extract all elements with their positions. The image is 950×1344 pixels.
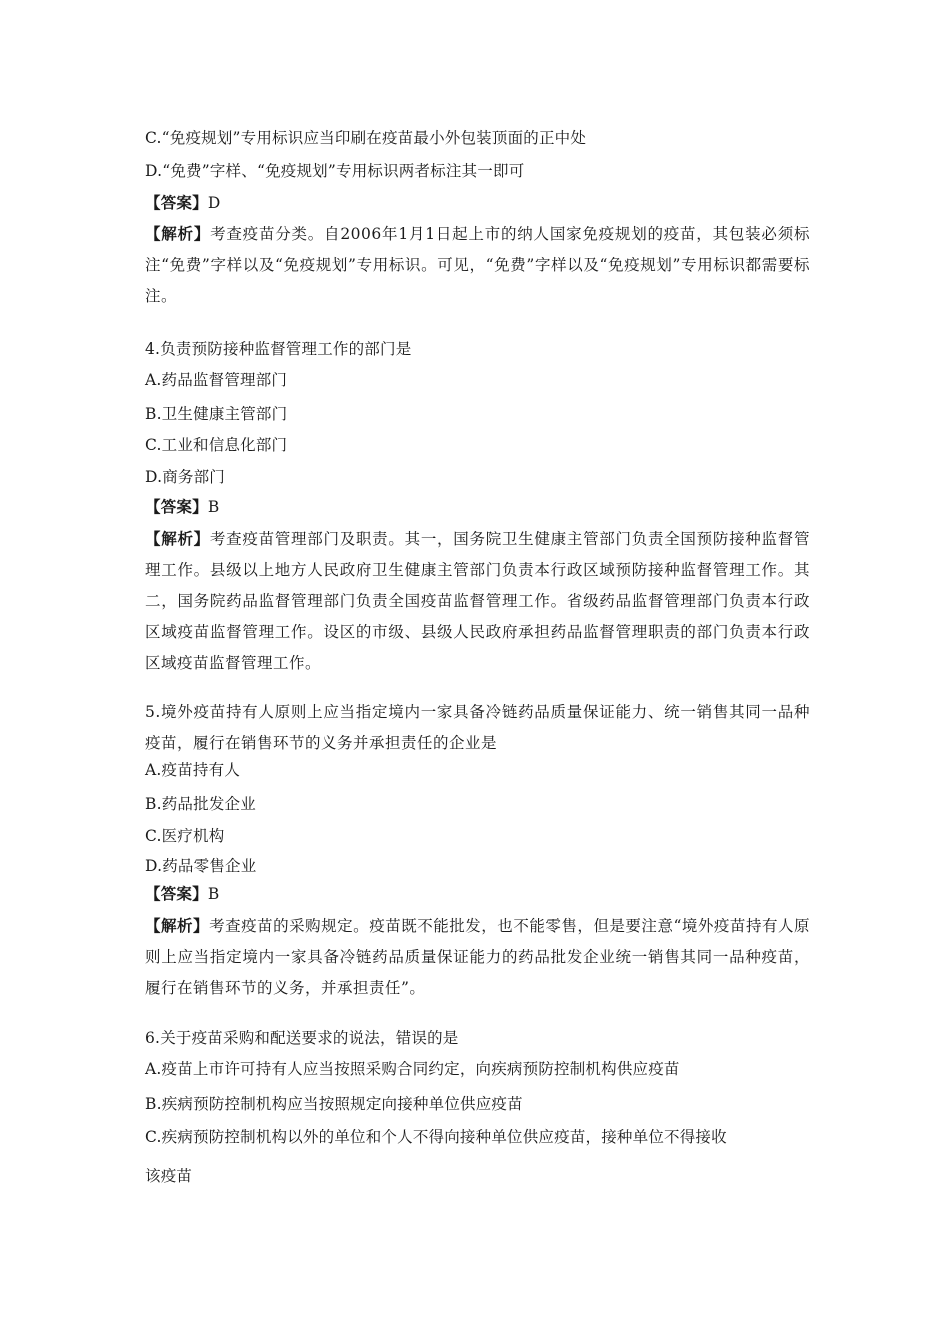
answer-value: B: [207, 885, 220, 903]
answer-tag: 【答案】: [145, 497, 208, 516]
analysis-tag: 【解析】: [145, 529, 210, 548]
q4-option-a: A.药品监督管理部门: [145, 371, 288, 389]
q5-option-a: A.疫苗持有人: [145, 761, 241, 779]
q4-answer: [145, 497, 815, 517]
q6-stem: 6.关于疫苗采购和配送要求的说法，错误的是: [145, 1029, 459, 1047]
q3-answer: [145, 193, 815, 213]
answer-value: B: [207, 498, 220, 516]
q3-option-d: D.“免费”字样、“免疫规划”专用标识两者标注其一即可: [145, 162, 525, 180]
answer-tag: 【答案】: [145, 884, 208, 903]
q5-option-b: B.药品批发企业: [145, 795, 256, 813]
analysis-text: 考查疫苗管理部门及职责。其一，国务院卫生健康主管部门负责全国预防接种监督管理工作。县级以上地方人民政府卫生健康主管部门负责本行政区域预防接种监督管理工作。其二，国务院药品监督管理部门负责全国疫苗监督管理工作。省级药品监督管理部门负责本行政区域疫苗监督管理工作。设区的市级、县级人民政府承担药品监督管理职责的部门负责本行政区域疫苗监督管理工作。: [145, 530, 810, 672]
q5-stem: 5.境外疫苗持有人原则上应当指定境内一家具备冷链药品质量保证能力、统一销售其同一品种疫苗，履行在销售环节的义务并承担责任的企业是: [145, 703, 810, 752]
q6-option-a: A.疫苗上市许可持有人应当按照采购合同约定，向疾病预防控制机构供应疫苗: [145, 1060, 680, 1078]
analysis-text: 考查疫苗的采购规定。疫苗既不能批发，也不能零售，但是要注意“境外疫苗持有人原则上应当指定境内一家具备冷链药品质量保证能力的药品批发企业统一销售其同一品种疫苗，履行在销售环节的义务，并承担责任”。: [145, 917, 810, 997]
q5-analysis: [145, 910, 810, 1004]
q3-option-c: C.“免疫规划”专用标识应当印刷在疫苗最小外包装顶面的正中处: [145, 129, 587, 147]
q4-analysis: [145, 523, 810, 679]
q6-option-c-line2: 该疫苗: [145, 1167, 193, 1185]
answer-value: D: [207, 194, 221, 212]
q5-option-c: C.医疗机构: [145, 827, 225, 845]
analysis-tag: 【解析】: [145, 916, 210, 935]
q4-stem: 4.负责预防接种监督管理工作的部门是: [145, 340, 412, 358]
analysis-tag: 【解析】: [145, 224, 211, 243]
analysis-text: 考查疫苗分类。自2006年1月1日起上市的纳人国家免疫规划的疫苗，其包装必须标注“免费”字样以及“免疫规划”专用标识。可见，“免费”字样以及“免疫规划”专用标识都需要标注。: [145, 225, 810, 305]
q3-analysis: [145, 218, 810, 312]
q5-answer: [145, 884, 815, 904]
q5-option-d: D.药品零售企业: [145, 857, 257, 875]
answer-tag: 【答案】: [145, 193, 208, 212]
q4-option-b: B.卫生健康主管部门: [145, 405, 288, 423]
q6-option-b: B.疾病预防控制机构应当按照规定向接种单位供应疫苗: [145, 1095, 523, 1113]
q6-option-c-line1: C.疾病预防控制机构以外的单位和个人不得向接种单位供应疫苗，接种单位不得接收: [145, 1128, 727, 1146]
q4-option-d: D.商务部门: [145, 468, 226, 486]
q4-option-c: C.工业和信息化部门: [145, 436, 288, 454]
